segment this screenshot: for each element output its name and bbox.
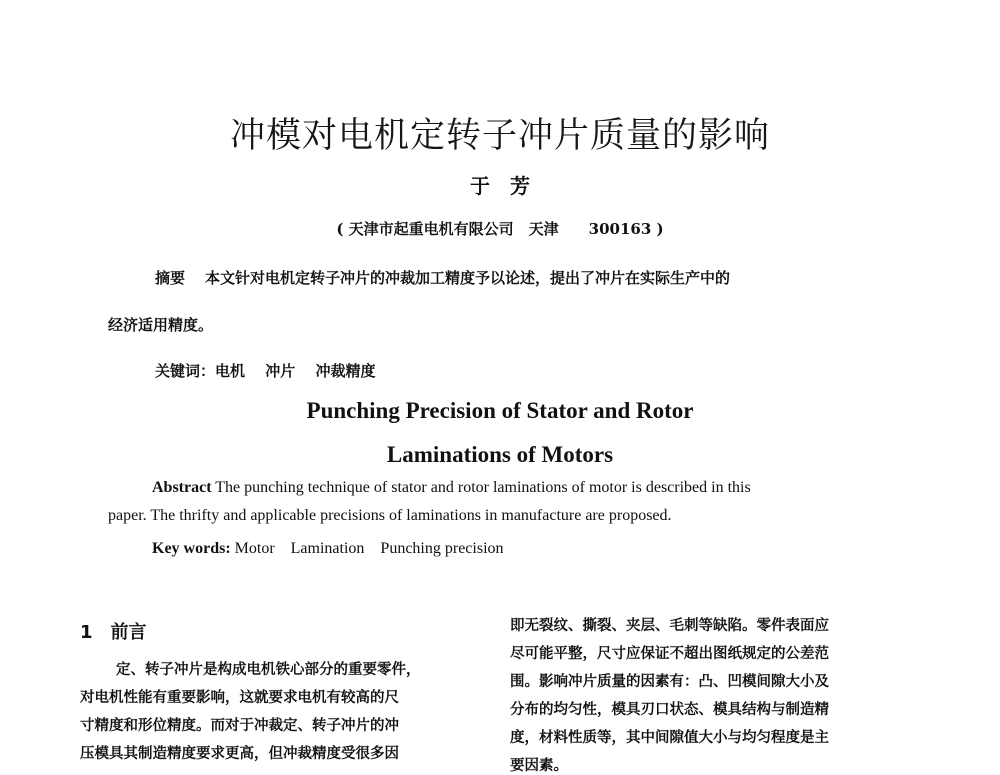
left-text-line: 压模具其制造精度要求更高，但冲裁精度受很多因 (80, 746, 399, 762)
abstract-en-line-2: paper. The thrifty and applicable precisions of laminations in manufacture are proposed. (108, 507, 672, 524)
author-name: 于 芳 (470, 174, 530, 198)
right-column (510, 614, 930, 774)
keywords-cn-label: 关键词： (155, 362, 216, 380)
right-text-line: 即无裂纹、撕裂、夹层、毛刺等缺陷。零件表面应 (510, 618, 829, 634)
keywords-en-label: Key words: (152, 540, 231, 557)
keywords-en-text: Motor Lamination Punching precision (234, 540, 504, 557)
right-text-line: 分布的均匀性，模具刃口状态、模具结构与制造精 (510, 702, 829, 718)
paper-title-english-line-1: Punching Precision of Stator and Rotor (306, 398, 694, 423)
left-text-line: 寸精度和形位精度。而对于冲裁定、转子冲片的冲 (80, 718, 399, 734)
abstract-cn-line-1 (155, 267, 730, 288)
section-1-heading: 1 前言 (80, 622, 147, 643)
abstract-cn-line-2: 经济适用精度。 (108, 316, 214, 334)
keywords-en (152, 535, 504, 558)
abstract-en-line-1 (152, 479, 751, 497)
abstract-cn-text-1: 本文针对电机定转子冲片的冲裁加工精度予以论述，提出了冲片在实际生产中的 (205, 269, 731, 287)
keywords-cn-text: 电机 冲片 冲裁精度 (215, 362, 376, 380)
right-text-line: 度，材料性质等，其中间隙值大小与均匀程度是主 (510, 730, 829, 746)
paper-title-english-line-2: Laminations of Motors (386, 442, 614, 467)
abstract-en-label: Abstract (152, 479, 212, 496)
paper-title-chinese: 冲模对电机定转子冲片质量的影响 (229, 116, 770, 156)
abstract-cn-label: 摘要 (155, 269, 186, 287)
keywords-cn (155, 360, 375, 381)
abstract-en-text-1: The punching technique of stator and rotor laminations of motor is described in this (215, 479, 751, 496)
author-affiliation: ( 天津市起重电机有限公司 天津 300163 ) (336, 220, 664, 238)
left-column (80, 650, 480, 760)
right-text-line: 围。影响冲片质量的因素有：凸、凹模间隙大小及 (510, 674, 829, 690)
left-text-line: 定、转子冲片是构成电机铁心部分的重要零件， (116, 662, 421, 678)
right-text-line: 要因素。 (510, 758, 568, 774)
right-text-line: 尽可能平整，尺寸应保证不超出图纸规定的公差范 (510, 646, 829, 662)
left-text-line: 对电机性能有重要影响，这就要求电机有较高的尺 (80, 690, 399, 706)
